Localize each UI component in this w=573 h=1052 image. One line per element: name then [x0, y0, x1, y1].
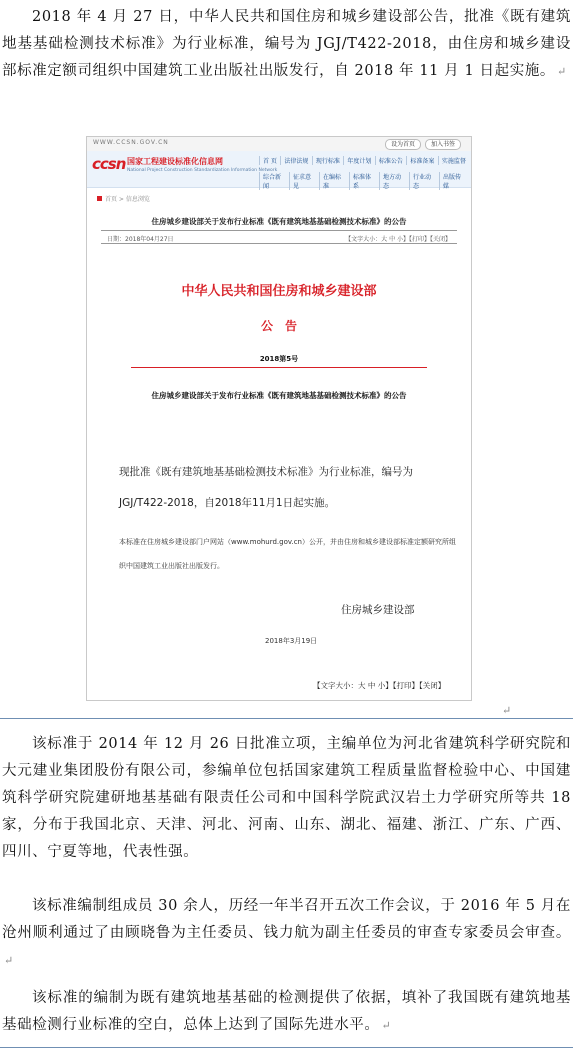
paragraph-announcement — [0, 4, 573, 85]
home-icon — [97, 196, 102, 201]
nav-row-2 — [259, 172, 469, 190]
set-home-button[interactable]: 设为首页 — [385, 139, 421, 150]
nav-item[interactable]: 标准体系 — [349, 172, 379, 190]
doc-tools[interactable]: 【文字大小：大 中 小】【打印】【关闭】 — [345, 236, 451, 243]
sign-date: 2018年3月19日 — [265, 637, 318, 645]
logo-subtitle: National Project Construction Standardization Information Network — [127, 168, 278, 173]
breadcrumb — [97, 194, 150, 203]
nav-item[interactable]: 出版传媒 — [439, 172, 469, 190]
notice-body: 现批准《既有建筑地基基础检测技术标准》为行业标准，编号为JGJ/T422-2018，自2018年11月1日起实施。 — [119, 466, 413, 509]
breadcrumb-text[interactable]: 首页 > 信息浏览 — [105, 196, 150, 203]
nav-item[interactable]: 首 页 — [259, 156, 280, 165]
nav-item[interactable]: 征求意见 — [289, 172, 319, 190]
nav-item[interactable]: 行业动态 — [409, 172, 439, 190]
nav-item[interactable]: 标准公告 — [375, 156, 406, 165]
paragraph-project — [0, 731, 573, 866]
nav-row-1 — [259, 156, 469, 165]
ccsn-logo: ccsn — [92, 155, 126, 173]
nav-item[interactable]: 地方动态 — [379, 172, 409, 190]
notice-number: 2018第5号 — [259, 355, 299, 363]
paragraph-text: 2018 年 4 月 27 日，中华人民共和国住房和城乡建设部公告，批准《既有建筑地基基础检测技术标准》为行业标准，编号为 JGJ/T422-2018，由住房和城乡建设部标准定额司组织中国建筑工业出版社出版发行，自 2018 年 11 月 1 日起实施。 — [2, 9, 571, 79]
ministry-title: 中华人民共和国住房和城乡建设部 — [181, 284, 377, 299]
logo-title: 国家工程建设标准化信息网 — [127, 157, 223, 166]
site-topbar — [87, 137, 471, 151]
nav-item[interactable]: 现行标准 — [312, 156, 343, 165]
paragraph-text: 该标准于 2014 年 12 月 26 日批准立项，主编单位为河北省建筑科学研究院和大元建业集团股份有限公司，参编单位包括国家建筑工程质量监督检验中心、中国建筑科学研究院建研地基基础有限责任公司和中国科学院武汉岩土力学研究所等共 18 家，分布于我国北京、天津、河北、河南、山东、湖北、福建、浙江、广东、广西、四川、宁夏等地，代表性强。 — [2, 736, 571, 860]
paragraph-text: 该标准的编制为既有建筑地基基础的检测提供了依据，填补了我国既有建筑地基基础检测行业标准的空白，总体上达到了国际先进水平。 — [2, 990, 571, 1033]
nav-item[interactable]: 综合新闻 — [259, 172, 289, 190]
paragraph-mark: ↵ — [4, 954, 14, 967]
site-url: WWW.CCSN.GOV.CN — [93, 139, 169, 146]
notice-subheading: 住房城乡建设部关于发布行业标准《既有建筑地基基础检测技术标准》的公告 — [151, 391, 407, 400]
paragraph-review — [0, 893, 573, 974]
paragraph-mark: ↵ — [502, 704, 512, 717]
divider — [101, 230, 457, 231]
paragraph-mark: ↵ — [381, 1019, 392, 1032]
nav-item[interactable]: 标准备案 — [406, 156, 437, 165]
site-header — [87, 151, 471, 188]
nav-item[interactable]: 在编标准 — [319, 172, 349, 190]
nav-item[interactable]: 实施监督 — [438, 156, 469, 165]
nav-item[interactable]: 年度计划 — [343, 156, 374, 165]
section-rule — [0, 718, 573, 719]
signature: 住房城乡建设部 — [341, 604, 415, 616]
nav-item[interactable]: 法律法规 — [280, 156, 311, 165]
doc-date: 日期：2018年04月27日 — [107, 236, 174, 243]
notice-publication: 本标准在住房城乡建设部门户网站（www.mohurd.gov.cn）公开，并由住房和城乡建设部标准定额研究所组织中国建筑工业出版社出版发行。 — [119, 538, 456, 570]
divider — [101, 243, 457, 244]
doc-tools-bottom[interactable]: 【文字大小：大 中 小】【打印】【关闭】 — [313, 681, 446, 690]
notice-title: 公 告 — [260, 319, 297, 333]
paragraph-text: 该标准编制组成员 30 余人，历经一年半召开五次工作会议，于 2016 年 5 月在沧州顺利通过了由顾晓鲁为主任委员、钱力航为副主任委员的审查专家委员会审查。 — [2, 898, 571, 941]
paragraph-mark: ↵ — [557, 65, 567, 78]
red-divider — [131, 367, 427, 368]
section-rule — [0, 1047, 573, 1048]
bookmark-button[interactable]: 加入书签 — [425, 139, 461, 150]
paragraph-significance — [0, 985, 573, 1039]
doc-heading: 住房城乡建设部关于发布行业标准《既有建筑地基基础检测技术标准》的公告 — [151, 217, 407, 226]
announcement-screenshot — [86, 136, 472, 701]
